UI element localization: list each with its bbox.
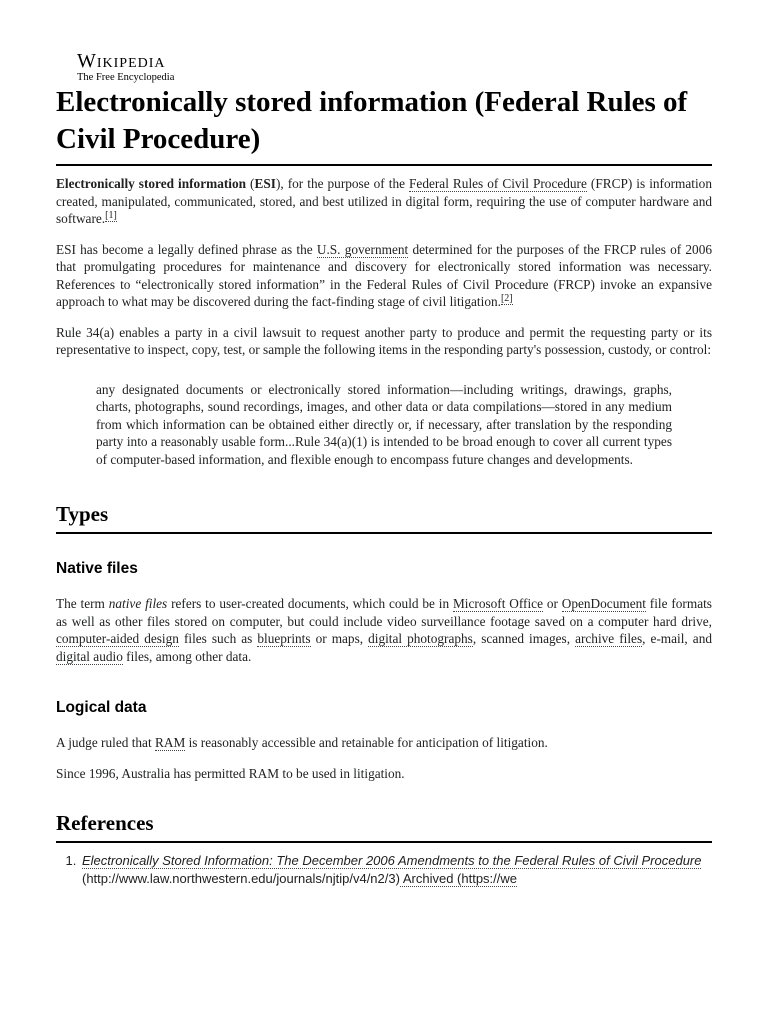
text: ), for the purpose of the: [275, 176, 410, 191]
citation-2[interactable]: [2]: [500, 292, 513, 304]
link-blueprints[interactable]: blueprints: [257, 631, 311, 647]
link-ram[interactable]: RAM: [154, 735, 186, 751]
intro-paragraph-3: Rule 34(a) enables a party in a civil lawsuit to request another party to produce and permit the requesting party or its representative to inspect, copy, test, or sample the following items in the responding party's possession, custody, or control:: [56, 324, 712, 357]
link-digital-audio[interactable]: digital audio: [56, 648, 123, 664]
logical-data-paragraph-1: [56, 734, 712, 752]
logical-data-paragraph-2: Since 1996, Australia has permitted RAM to be used in litigation.: [56, 765, 405, 781]
intro-paragraph-2: [56, 241, 712, 311]
rule-quote: any designated documents or electronically stored information—including writings, drawings, graphs, charts, photographs, sound recordings, images, and other data or data compilations—stored in any medium from which information can be obtained either directly or, if necessary, after translation by the responding party into a reasonably usable form...Rule 34(a)(1) is intended to be broad enough to cover all current types of computer-based information, and flexible enough to encompass future changes and developments.: [96, 381, 672, 467]
text: file formats as well as other files stored on computer, but could include video surveillance footage saved on a computer hard drive,: [56, 596, 712, 629]
text: files, among other data.: [122, 648, 252, 664]
subheading-native-files: Native files: [56, 560, 138, 578]
text: or maps,: [310, 631, 369, 647]
link-microsoft-office[interactable]: Microsoft Office: [452, 596, 543, 612]
text: ESI has become a legally defined phrase as the: [56, 241, 317, 257]
link-archive-files[interactable]: archive files: [575, 631, 643, 647]
reference-item: [80, 852, 712, 887]
section-heading-references: References: [56, 809, 712, 843]
text: or: [542, 596, 562, 612]
link-computer-aided-design[interactable]: computer-aided design: [56, 631, 179, 647]
bold-term: Electronically stored information: [56, 176, 247, 191]
text: , scanned images,: [472, 631, 576, 647]
logo-tagline: The Free Encyclopedia: [77, 72, 175, 83]
wikipedia-logo[interactable]: [77, 50, 217, 84]
section-heading-types: Types: [56, 500, 712, 534]
subheading-logical-data: Logical data: [56, 699, 147, 717]
citation-1[interactable]: [1]: [105, 209, 117, 221]
text: (: [246, 176, 255, 191]
abbr-esi: ESI: [254, 176, 276, 191]
intro-paragraph-1: [56, 175, 712, 228]
reference-title-link[interactable]: Electronically Stored Information: The December 2006 Amendments to the Federal Rules of Civil Procedure: [82, 853, 702, 869]
text: The term: [56, 596, 109, 612]
text: (FRCP) is information created, manipulated, communicated, stored, and best utilized in digital form, requiring the use of computer hardware and software.: [56, 176, 712, 226]
native-files-paragraph: [56, 595, 712, 665]
link-frcp[interactable]: Federal Rules of Civil Procedure: [409, 176, 587, 191]
reference-url: (http://www.law.northwestern.edu/journals/njtip/v4/n2/3): [82, 870, 400, 886]
reference-list: [56, 852, 712, 887]
text: determined for the purposes of the FRCP rules of 2006 that promulgating procedures for maintenance and discovery for electronically stored information was necessary. References to “electronically stored information” in the Federal Rules of Civil Procedure (FRCP) invoke an expansive approach to what may be discovered during the fact-finding stage of civil litigation.: [56, 241, 713, 309]
article-body: [56, 175, 712, 887]
page-title: Electronically stored information (Federal Rules of Civil Procedure): [56, 84, 712, 166]
link-digital-photographs[interactable]: digital photographs: [368, 631, 473, 647]
text: files such as: [178, 631, 258, 647]
logo-wordmark: Wikipedia: [77, 50, 166, 72]
text: , e-mail, and: [642, 631, 712, 647]
link-us-government[interactable]: U.S. government: [316, 241, 409, 257]
text: A judge ruled that: [56, 735, 155, 751]
text: is reasonably accessible and retainable for anticipation of litigation.: [185, 735, 548, 751]
link-opendocument[interactable]: OpenDocument: [561, 596, 646, 612]
text: refers to user-created documents, which could be in: [167, 596, 453, 612]
term-native-files: native files: [108, 596, 168, 612]
reference-archived-link[interactable]: Archived (https://we: [399, 870, 518, 886]
